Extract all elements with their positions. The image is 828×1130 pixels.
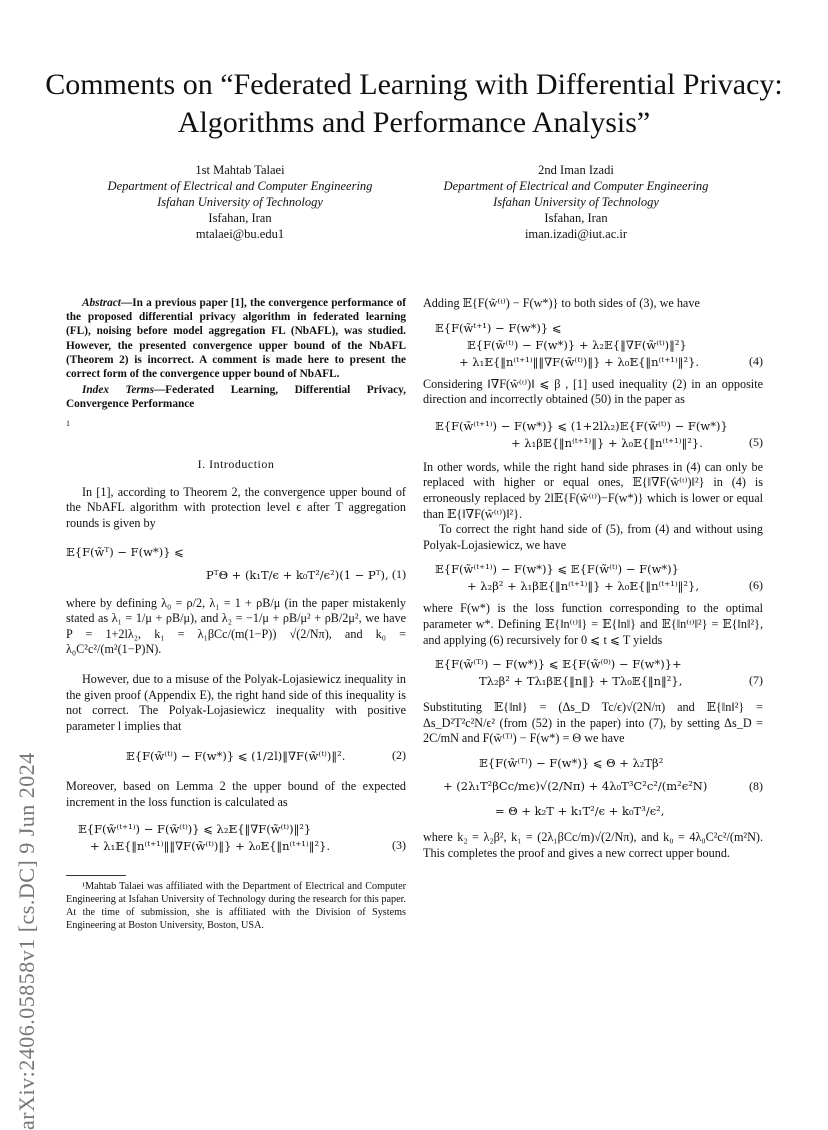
paragraph: where F(w*) is the loss function corresponding to the optimal parameter w*. Defining 𝔼{‖n⁽ᵗ⁾‖} = 𝔼{‖n‖} and 𝔼{‖n⁽ᵗ⁾‖²} = 𝔼{‖n‖²}, and applying (6) recursively for 0 ⩽ t ⩽ T yields xyxy=(423,601,763,647)
author-name: 2nd Iman Izadi xyxy=(538,163,614,177)
equation-4 xyxy=(423,320,763,371)
author-email[interactable]: mtalaei@bu.edu1 xyxy=(195,227,285,241)
equation-line: 𝔼{F(w̃⁽ᵗ⁺¹⁾) − F(w*)} ⩽ 𝔼{F(w̃⁽ᵗ⁾) − F(w*)} xyxy=(435,562,679,577)
author-inst: Isfahan University of Technology xyxy=(493,195,659,209)
index-terms xyxy=(66,383,406,411)
equation-line: 𝔼{F(w̃⁽ᵀ⁾) − F(w*)} ⩽ Θ + λ₂Tβ² xyxy=(479,755,664,770)
author-inst: Isfahan University of Technology xyxy=(157,195,323,209)
equation-line: 𝔼{F(w̃⁽ᵗ⁾) − F(w*)} + λ₂𝔼{‖∇F(w̃⁽ᵗ⁾)‖²} xyxy=(467,337,687,352)
author-email[interactable]: iman.izadi@iut.ac.ir xyxy=(524,227,628,241)
equation-line: 𝔼{F(w̃ᵗ⁺¹) − F(w*)} ⩽ xyxy=(435,320,562,335)
index-terms-label: Index Terms xyxy=(82,384,154,397)
footnote-rule xyxy=(66,875,126,876)
section-heading: I. Introduction xyxy=(197,457,275,472)
paragraph: where k₂ = λ₂β², k₁ = (2λ₁βCc/m)√(2/Nπ), and k₀ = 4λ₀C²c²/(m²N). This completes the proof and gives a new correct upper bound. xyxy=(423,829,763,860)
arxiv-stamp: arXiv:2406.05858v1 [cs.DC] 9 Jun 2024 xyxy=(14,752,39,1130)
paragraph: In other words, while the right hand side phrases in (4) can only be replaced with higher or equal ones, 𝔼{‖∇F(w̃⁽ᵗ⁾)‖²} in (4) is erroneously replaced by 2l𝔼{F(w̃⁽ᵗ⁾)−F(w*)} which is lower or equal than 𝔼{‖∇F(w̃⁽ᵗ⁾)‖²}. xyxy=(423,459,763,521)
author-place: Isfahan, Iran xyxy=(208,211,272,225)
equation-number: (3) xyxy=(392,837,406,852)
index-terms-text: —Federated Learning, Differential Privacy, Convergence Performance xyxy=(66,384,406,411)
equation-line: + λ₁𝔼{‖n⁽ᵗ⁺¹⁾‖‖∇F(w̃⁽ᵗ⁾)‖} + λ₀𝔼{‖n⁽ᵗ⁺¹⁾‖²}. xyxy=(459,354,700,369)
abstract-label: Abstract xyxy=(82,297,121,309)
equation-line: = Θ + k₂T + k₁T²/ϵ + k₀T³/ϵ², xyxy=(495,803,665,818)
paragraph: However, due to a misuse of the Polyak-Lojasiewicz inequality in the given proof (Appendix E), the right hand side of this inequality is not correct. The Polyak-Lojasiewicz inequality with positive parameter l implies that xyxy=(66,671,406,733)
equation-line: + (2λ₁T²βCc/mϵ)√(2/Nπ) + 4λ₀T³C²c²/(m²ϵ²N) xyxy=(443,778,708,793)
equation-line: + λ₂β² + λ₁β𝔼{‖n⁽ᵗ⁺¹⁾‖} + λ₀𝔼{‖n⁽ᵗ⁺¹⁾‖²}, xyxy=(467,579,699,594)
abstract-text: —In a previous paper [1], the convergence performance of the proposed differential privacy algorithm in federated learning (FL), noising before model aggregation FL (NbAFL), was studied. However, the presented convergence upper bound of the NbAFL (Theorem 2) is incorrect. A comment is made here to present the correct form of the convergence upper bound of NbAFL. xyxy=(66,297,406,381)
equation-number: (8) xyxy=(749,778,763,793)
author-dept: Department of Electrical and Computer Engineering xyxy=(443,179,709,193)
footnote: ¹Mahtab Talaei was affiliated with the Department of Electrical and Computer Engineering at Isfahan University of Technology during the research for this paper. At the time of submission, she is affiliated with the Division of Systems Engineering at Boston University, Boston, USA. xyxy=(66,880,406,931)
equation-number: (1) xyxy=(392,566,406,581)
paragraph: Substituting 𝔼{‖n‖} = (Δs_D Tc/ϵ)√(2N/π) and 𝔼{‖n‖²} = Δs_D²T²c²N/ϵ² (from (52) in the paper) into (7), by setting Δs_D = 2C/mN and F(w̃⁽ᵀ⁾) − F(w*) = Θ we have xyxy=(423,700,763,746)
equation-line: 𝔼{F(w̃ᵀ) − F(w*)} ⩽ xyxy=(66,544,184,559)
paragraph: To correct the right hand side of (5), from (4) and without using Polyak-Lojasiewicz, we have xyxy=(423,522,763,552)
equation-8 xyxy=(423,755,763,820)
equation-6 xyxy=(423,561,763,595)
equation-line: 𝔼{F(w̃⁽ᵀ⁾) − F(w*)} ⩽ 𝔼{F(w̃⁽⁰⁾) − F(w*)}+ xyxy=(435,657,682,672)
equation-number: (7) xyxy=(749,673,763,688)
equation-1 xyxy=(66,544,406,584)
equation-line: + λ₁𝔼{‖n⁽ᵗ⁺¹⁾‖‖∇F(w̃⁽ᵗ⁾)‖} + λ₀𝔼{‖n⁽ᵗ⁺¹⁾‖²}. xyxy=(90,838,331,853)
equation-line: PᵀΘ + (k₁T/ϵ + k₀T²/ϵ²)(1 − Pᵀ), xyxy=(206,567,389,582)
equation-line: 𝔼{F(w̃⁽ᵗ⁺¹⁾) − F(w̃⁽ᵗ⁾)} ⩽ λ₂𝔼{‖∇F(w̃⁽ᵗ⁾)‖²} xyxy=(78,821,312,836)
paragraph: Considering ‖∇F(w̃⁽ᵗ⁾)‖ ⩽ β , [1] used inequality (2) in an opposite direction and incorrectly obtained (50) in the paper as xyxy=(423,376,763,407)
equation-line: Tλ₂β² + Tλ₁β𝔼{‖n‖} + Tλ₀𝔼{‖n‖²}, xyxy=(479,674,683,689)
equation-number: (6) xyxy=(749,578,763,593)
paper-title: Comments on “Federated Learning with Differential Privacy: Algorithms and Performance Analysis” xyxy=(45,68,783,139)
equation-line: 𝔼{F(w̃⁽ᵗ⁺¹⁾) − F(w*)} ⩽ (1+2lλ₂)𝔼{F(w̃⁽ᵗ⁾) − F(w*)} xyxy=(435,418,728,433)
footnote-marker: 1 xyxy=(66,418,70,428)
author-dept: Department of Electrical and Computer Engineering xyxy=(107,179,373,193)
paragraph: Moreover, based on Lemma 2 the upper bound of the expected increment in the loss function is calculated as xyxy=(66,779,406,809)
author-place: Isfahan, Iran xyxy=(544,211,608,225)
paragraph: In [1], according to Theorem 2, the convergence upper bound of the NbAFL algorithm with protection level ϵ after T aggregation rounds is given by xyxy=(66,484,406,530)
equation-number: (4) xyxy=(749,353,763,368)
equation-number: (5) xyxy=(749,434,763,449)
equation-5 xyxy=(423,418,763,452)
equation-2 xyxy=(66,748,406,765)
author-2 xyxy=(426,162,726,242)
equation-3 xyxy=(66,821,406,855)
equation-line: + λ₁β𝔼{‖n⁽ᵗ⁺¹⁾‖} + λ₀𝔼{‖n⁽ᵗ⁺¹⁾‖²}. xyxy=(511,435,703,450)
author-name: 1st Mahtab Talaei xyxy=(195,163,285,177)
paragraph: Adding 𝔼{F(w̃⁽ᵗ⁾) − F(w*)} to both sides of (3), we have xyxy=(423,296,700,310)
left-column xyxy=(66,296,406,932)
equation-7 xyxy=(423,656,763,690)
abstract xyxy=(66,296,406,381)
right-column xyxy=(423,296,763,861)
paragraph: where by defining λ₀ = ρ/2, λ₁ = 1 + ρB/μ (in the paper mistakenly stated as λ₁ = 1/μ + ρB/μ), and λ₂ = −1/μ + ρB/μ² + ρB/2μ², we have P = 1+2lλ₂, k₁ = λ₁βCc/(m(1−P)) √(2/Nπ), and k₀ = λ₀C²c²/(m²(1−P)N). xyxy=(66,595,406,657)
author-1 xyxy=(90,162,390,242)
equation-line: 𝔼{F(w̃⁽ᵗ⁾) − F(w*)} ⩽ (1/2l)‖∇F(w̃⁽ᵗ⁾)‖². xyxy=(126,749,346,764)
equation-number: (2) xyxy=(392,748,406,763)
